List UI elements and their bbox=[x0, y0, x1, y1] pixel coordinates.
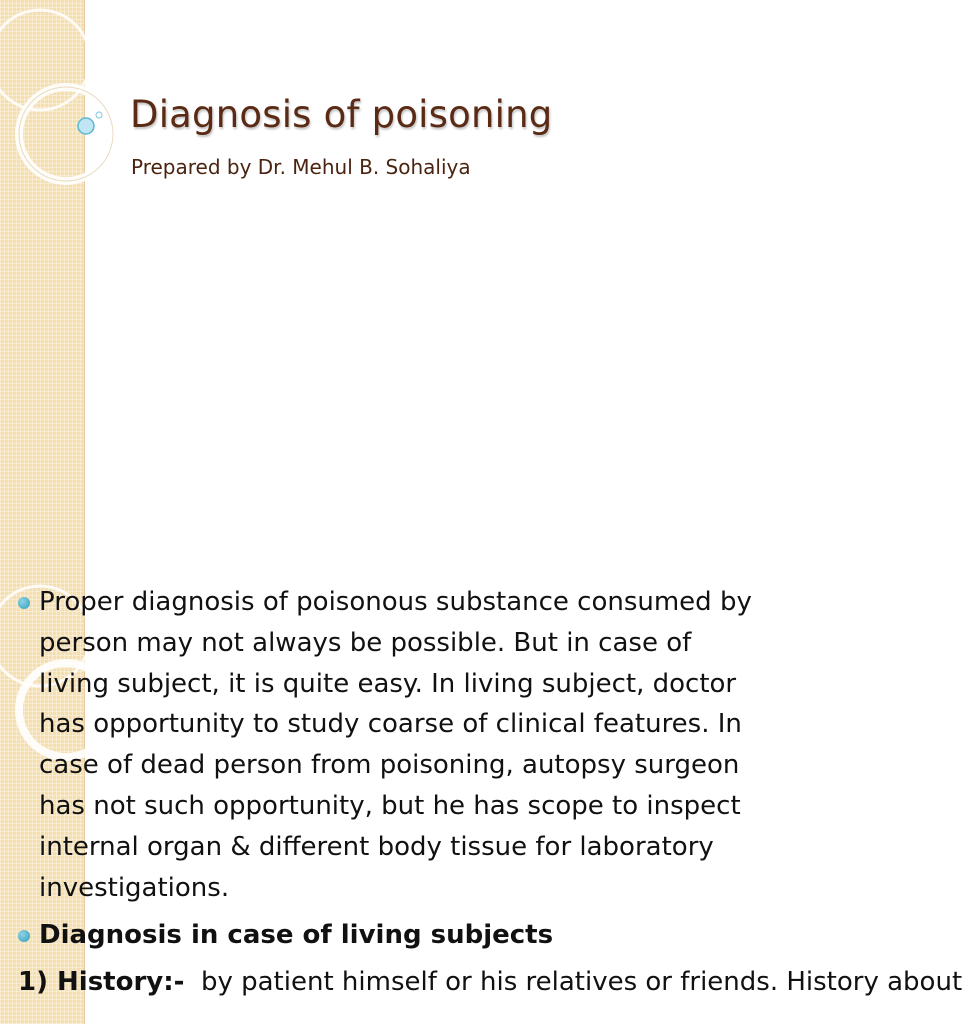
history-line bbox=[18, 962, 962, 1003]
slide-subtitle: Prepared by Dr. Mehul B. Sohaliya bbox=[131, 155, 471, 179]
slide-title: Diagnosis of poisoning bbox=[130, 93, 553, 136]
bullet-dot-icon bbox=[18, 597, 30, 609]
list-item bbox=[18, 915, 760, 956]
title-slide bbox=[0, 0, 768, 576]
bullet-heading: Diagnosis in case of living subjects bbox=[39, 920, 554, 950]
bullet-dot-icon bbox=[18, 930, 30, 942]
list-item bbox=[18, 582, 760, 908]
bullet-text: Proper diagnosis of poisonous substance consumed by person may not always be possible. But in case of living subject, it is quite easy. In living subject, doctor has opportunity to study coarse of clinical features. In case of dead person from poisoning, autopsy surgeon has not such opportunity, but he has scope to inspect internal organ & different body tissue for laboratory investigations. bbox=[39, 587, 752, 903]
history-label: 1) History:- bbox=[18, 967, 185, 997]
history-text: by patient himself or his relatives or friends. History about bbox=[200, 967, 962, 997]
content-slide bbox=[0, 576, 962, 1024]
